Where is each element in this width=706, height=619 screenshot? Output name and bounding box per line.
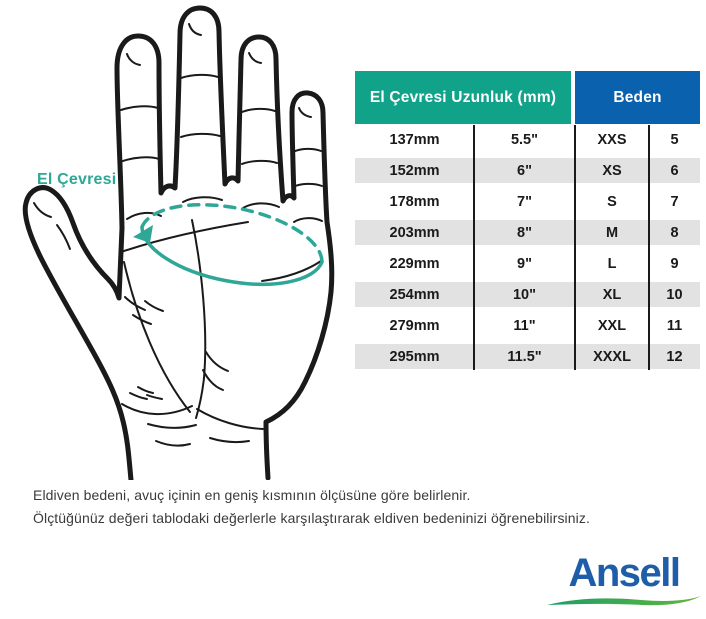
cell-size-number: 8	[670, 224, 679, 241]
cell-mm: 178mm	[389, 193, 440, 210]
cell-inch: 9"	[517, 255, 532, 272]
cell-size-number: 11	[666, 317, 683, 334]
cell-size-number: 12	[666, 348, 683, 365]
hand-circumference-label: El Çevresi	[37, 171, 117, 188]
cell-size-label: L	[607, 255, 617, 272]
footer-note-line2: Ölçtüğünüz değeri tablodaki değerlerle karşılaştırarak eldiven bedeninizi öğrenebilirsiniz.	[33, 510, 590, 526]
cell-inch: 11"	[513, 317, 536, 334]
table-header-size: Beden	[575, 71, 700, 124]
cell-size-number: 5	[670, 131, 679, 148]
footer-note-line1: Eldiven bedeni, avuç içinin en geniş kısmının ölçüsüne göre belirlenir.	[33, 487, 471, 503]
ansell-logo-text: Ansell	[568, 551, 680, 595]
cell-mm: 295mm	[389, 348, 440, 365]
ansell-logo	[544, 553, 704, 610]
hand-outline	[25, 8, 332, 480]
cell-size-label: M	[605, 224, 619, 241]
cell-inch: 8"	[517, 224, 532, 241]
hand-illustration	[0, 0, 360, 480]
table-header-measure: El Çevresi Uzunluk (mm)	[355, 71, 571, 124]
cell-size-number: 9	[670, 255, 679, 272]
cell-mm: 279mm	[389, 317, 440, 334]
table-column-divider	[473, 125, 475, 370]
cell-inch: 10"	[512, 286, 536, 303]
table-column-divider	[648, 125, 650, 370]
cell-size-label: XXXL	[593, 348, 631, 365]
cell-size-label: XXS	[597, 131, 627, 148]
cell-size-number: 6	[670, 162, 679, 179]
cell-mm: 137mm	[389, 131, 440, 148]
cell-size-number: 10	[666, 286, 683, 303]
cell-size-label: XS	[602, 162, 622, 179]
cell-inch: 11.5"	[507, 348, 542, 365]
cell-size-label: S	[607, 193, 617, 210]
cell-mm: 152mm	[389, 162, 440, 179]
cell-mm: 229mm	[389, 255, 440, 272]
logo-swoosh	[546, 594, 702, 610]
cell-mm: 254mm	[389, 286, 440, 303]
footer-note	[33, 484, 590, 530]
size-table-body	[355, 124, 700, 372]
table-column-divider	[574, 125, 576, 370]
cell-inch: 7"	[517, 193, 532, 210]
cell-size-label: XXL	[597, 317, 627, 334]
cell-inch: 6"	[517, 162, 532, 179]
size-table	[355, 71, 700, 372]
cell-size-label: XL	[602, 286, 622, 303]
cell-inch: 5.5"	[510, 131, 539, 148]
cell-mm: 203mm	[389, 224, 440, 241]
size-table-header	[355, 71, 700, 124]
cell-size-number: 7	[670, 193, 679, 210]
